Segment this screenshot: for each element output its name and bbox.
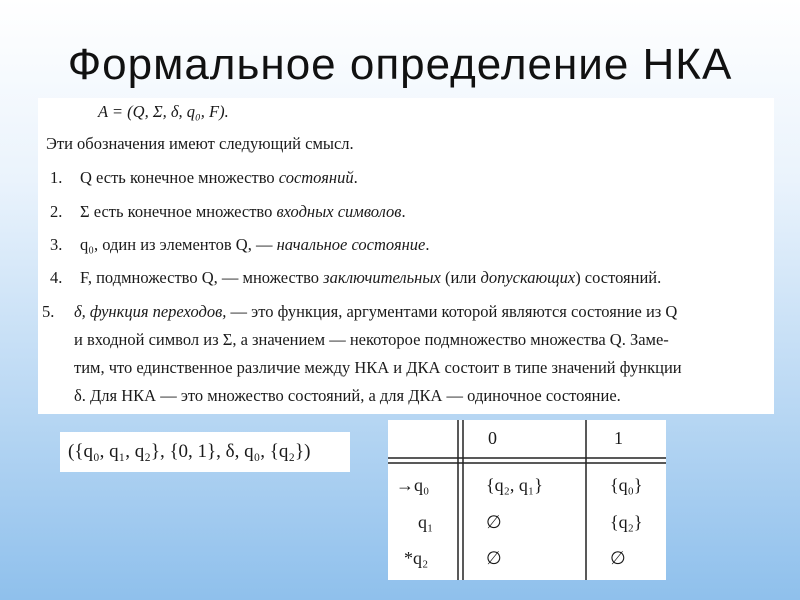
item-text-a: F, подмножество Q, — множество — [80, 268, 324, 287]
item-number: 2. — [50, 202, 63, 221]
item-text — [80, 235, 430, 255]
item-text-a: Q есть конечное множество — [80, 168, 279, 187]
item5-text: — это функция, аргументами которой являются состояние из Q — [226, 302, 678, 321]
cell-q2-0: ∅ — [486, 548, 502, 568]
nfa-tuple: ({q₀, q₁, q₂}, {0, 1}, δ, q₀, {q₂}) — [60, 432, 350, 472]
item-term: состояний — [278, 168, 354, 187]
item-text — [80, 268, 661, 288]
item5-term: δ, функция переходов, — [74, 302, 227, 321]
item-term: начальное состояние — [276, 235, 426, 254]
item-text — [80, 168, 358, 188]
transition-table — [388, 420, 666, 580]
item-text-e: ) состояний. — [575, 268, 662, 287]
item-term: заключительных — [323, 268, 441, 287]
item-number: 4. — [50, 268, 63, 287]
item5-line: тим, что единственное различие между НКА и ДКА состоит в типе значений функции — [74, 358, 682, 377]
item-text — [80, 202, 406, 222]
state-start: →q₀ — [396, 475, 430, 495]
item-term-2: допускающих — [480, 268, 576, 287]
cell-q0-1: {q₀} — [610, 475, 643, 495]
cell-q2-1: ∅ — [610, 548, 626, 568]
state-accept: *q₂ — [404, 548, 429, 568]
state-q1: q₁ — [418, 512, 434, 532]
slide-title: Формальное определение НКА — [67, 40, 733, 89]
item-text-a: Σ есть конечное множество — [80, 202, 277, 221]
cell-q0-0: {q₂, q₁} — [486, 475, 543, 495]
header-symbol-1: 1 — [614, 428, 623, 448]
cell-q1-0: ∅ — [486, 512, 502, 532]
cell-q1-1: {q₂} — [610, 512, 643, 532]
formula: A = (Q, Σ, δ, q₀, F). — [98, 102, 229, 121]
item5-line: δ. Для НКА — это множество состояний, а для ДКА — одиночное состояние. — [74, 386, 621, 405]
intro-text: Эти обозначения имеют следующий смысл. — [46, 134, 354, 153]
item5-line — [74, 302, 677, 322]
item-text-c: (или — [440, 268, 481, 287]
item-number: 5. — [42, 302, 55, 321]
item-term: входных символов — [276, 202, 402, 221]
item-text-a: q₀, один из элементов Q, — — [80, 235, 277, 254]
item5-line: и входной символ из Σ, а значением — некоторое подмножество множества Q. Заме- — [74, 330, 669, 349]
item-number: 3. — [50, 235, 63, 254]
item-text-c: . — [401, 202, 406, 221]
definition-panel — [38, 98, 774, 414]
item-text-c: . — [425, 235, 430, 254]
item-text-c: . — [353, 168, 358, 187]
item-number: 1. — [50, 168, 63, 187]
header-symbol-0: 0 — [488, 428, 497, 448]
